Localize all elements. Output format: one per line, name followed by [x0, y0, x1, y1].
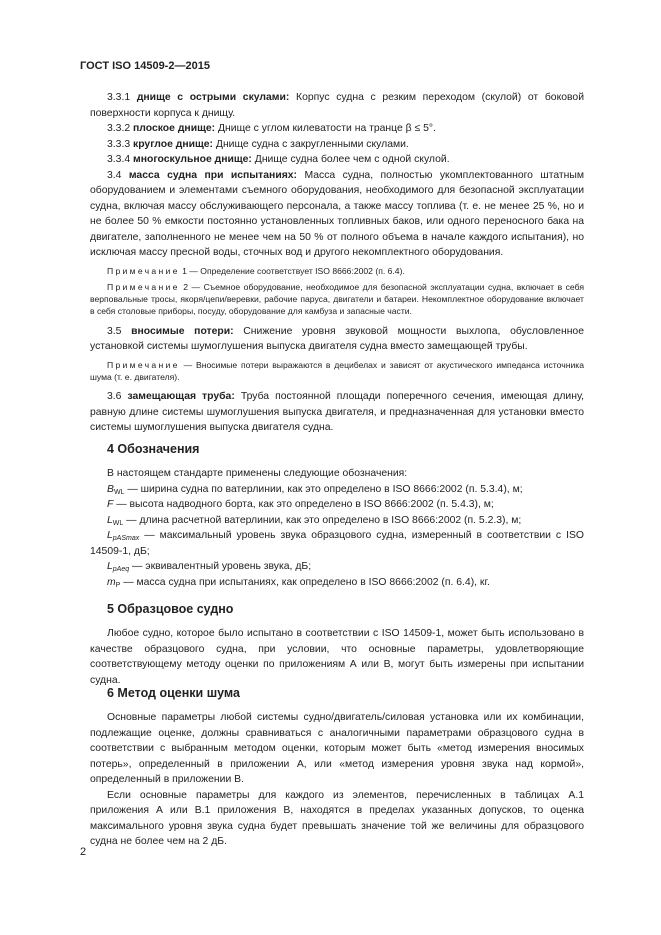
definition-text: Труба постоянной площади поперечного сечения, имеющая длину, равную длине системы шумоглушения выпуска двигателя, и предназначенная для установки вместо системы шумоглушения выпуска двигателя судна. [90, 391, 585, 434]
clause-number: 3.6 [107, 391, 122, 403]
symbol: L [107, 561, 113, 572]
section-5-heading: 5 Образцовое судно [107, 602, 234, 616]
symbol-description: — эквивалентный уровень звука, дБ; [132, 561, 312, 572]
definition-3-3-2 [90, 121, 584, 137]
symbol: F [107, 499, 114, 510]
definition-text: Днище судна с закругленными скулами. [215, 138, 409, 150]
section-5-body [90, 626, 584, 688]
symbol-lpaeq [90, 559, 584, 575]
symbol-subscript: pASmax [112, 535, 140, 542]
note-label: Примечание [107, 265, 180, 276]
symbol-subscript: pAeq [112, 566, 130, 573]
definition-3-6 [90, 389, 584, 436]
note-text: 1 — Определение соответствует ISO 8666:2002 (п. 6.4). [182, 265, 405, 276]
definition-3-3-1 [90, 90, 584, 121]
term: вносимые потери: [131, 325, 234, 337]
definition-text: Днище судна более чем с одной скулой. [254, 154, 450, 165]
term: круглое днище: [133, 138, 214, 150]
symbol-description: — длина расчетной ватерлинии, как это определено в ISO 8666:2002 (п. 5.2.3), м; [126, 514, 522, 526]
note-3 [90, 359, 584, 384]
symbol-lwl [90, 513, 584, 529]
symbol-subscript: P [115, 581, 121, 589]
symbol-f [90, 497, 584, 513]
symbol: L [107, 530, 113, 541]
note-1 [90, 265, 584, 277]
clause-number: 3.4 [107, 169, 122, 181]
note-2 [90, 281, 584, 318]
clause-number: 3.5 [107, 325, 122, 337]
term: масса судна при испытаниях: [128, 169, 298, 181]
clause-number: 3.3.3 [107, 138, 131, 150]
symbol: m [107, 576, 116, 588]
definition-3-3-4 [90, 152, 584, 168]
note-label: Примечание [107, 359, 180, 370]
symbols-intro: В настоящем стандарте применены следующие обозначения: [107, 468, 408, 479]
symbol-description: — масса судна при испытаниях, как определено в ISO 8666:2002 (п. 6.4), кг. [123, 576, 490, 588]
term: многоскульное днище: [133, 154, 252, 165]
section-6-paragraph-2: Если основные параметры для каждого из элементов, перечисленных в таблицах А.1 приложения А или В.1 приложения В, находятся в пределах указанных допусков, то оценка максимального уровня звука судна будет превышать значение той же величины для образцового судна не более чем на 2 дБ. [90, 789, 584, 847]
section-4-heading: 4 Обозначения [107, 442, 200, 456]
page-number: 2 [80, 846, 87, 858]
note-label: Примечание [107, 281, 180, 292]
symbol-subscript: WL [112, 519, 124, 527]
definition-text: Корпус судна с резким переходом (скулой) от боковой поверхности корпуса к днищу. [90, 92, 585, 119]
clause-number: 3.3.4 [107, 154, 131, 165]
section-5-paragraph: Любое судно, которое было испытано в соответствии с ISO 14509-1, может быть использовано в качестве образцового судна, при условии, что основные параметры, удовлетворяющие соответствующему методу оценки по приложениям А или В, могут быть измерены при испытании судна. [90, 628, 584, 686]
term: днище с острыми скулами: [136, 92, 290, 103]
definition-text: Днище с углом килеватости на транце β ≤ 5°. [217, 123, 436, 134]
definition-text: Масса судна, полностью укомплектованного штатным оборудованием и элементами съемного оборудования, необходимого для безопасной эксплуатации судна, включая массу обслуживающего персонала, а также массу топлива (т. е. не менее 25 %, но и не более 50 % емкости постоянно установленных топливных баков, или одного переносного бака на двигателе, заполненного не менее чем на 50 % от полного объема в начале каждого испытания), но исключая массу пресной воды, сточных вод и другого некомплектного оборудования. [90, 169, 585, 258]
section-4-symbols [90, 466, 584, 590]
symbol-description: — максимальный уровень звука образцового судна, измеренный в соответствии с ISO 14509-1, дБ; [90, 530, 584, 557]
symbol: B [107, 483, 114, 495]
section-6-paragraph-1: Основные параметры любой системы судно/двигатель/силовая установка или их комбинации, подлежащие оценке, должны сравниваться с аналогичными параметрами образцового судна в соответствии с выбранным методом оценки, которым может быть «метод измерения вносимых потерь», определенный в приложении А, или «метод измерения уровня звука над кормой», определенный в приложении В. [90, 712, 584, 785]
symbol-lpasmax [90, 528, 584, 559]
section-3-definitions [90, 90, 584, 436]
symbol-description: — ширина судна по ватерлинии, как это определено в ISO 8666:2002 (п. 5.3.4), м; [127, 483, 523, 495]
symbol-bwl [90, 482, 584, 498]
term: плоское днище: [133, 123, 216, 134]
symbol-description: — высота надводного борта, как это определено в ISO 8666:2002 (п. 5.4.3), м; [116, 499, 494, 510]
standard-designation: ГОСТ ISO 14509-2—2015 [80, 60, 210, 72]
note-text: — Вносимые потери выражаются в децибелах и зависят от акустического импеданса источника шума (т. е. двигателя). [90, 359, 584, 382]
definition-3-5 [90, 324, 584, 355]
symbol-subscript: WL [113, 488, 125, 496]
definition-3-3-3 [90, 137, 584, 153]
definition-3-4 [90, 168, 584, 261]
definition-text: Снижение уровня звуковой мощности выхлопа, обусловленное установкой системы шумоглушения выпуска двигателя судна вместо замещающей трубы. [90, 325, 584, 353]
symbol: L [107, 514, 113, 526]
section-6-heading: 6 Метод оценки шума [107, 686, 240, 700]
clause-number: 3.3.1 [107, 92, 131, 103]
clause-number: 3.3.2 [107, 123, 131, 134]
section-6-body [90, 710, 584, 850]
symbol-mp [90, 575, 584, 591]
term: замещающая труба: [127, 391, 235, 403]
note-text: 2 — Съемное оборудование, необходимое для безопасной эксплуатации судна, включает в себя верповальные тросы, якоря/цепи/веревки, рабочие паруса, двигатели и батареи. Некомплектное оборудование включает в себя столовые приборы, посуду, оборудование для камбуза и запасные части. [90, 281, 584, 317]
